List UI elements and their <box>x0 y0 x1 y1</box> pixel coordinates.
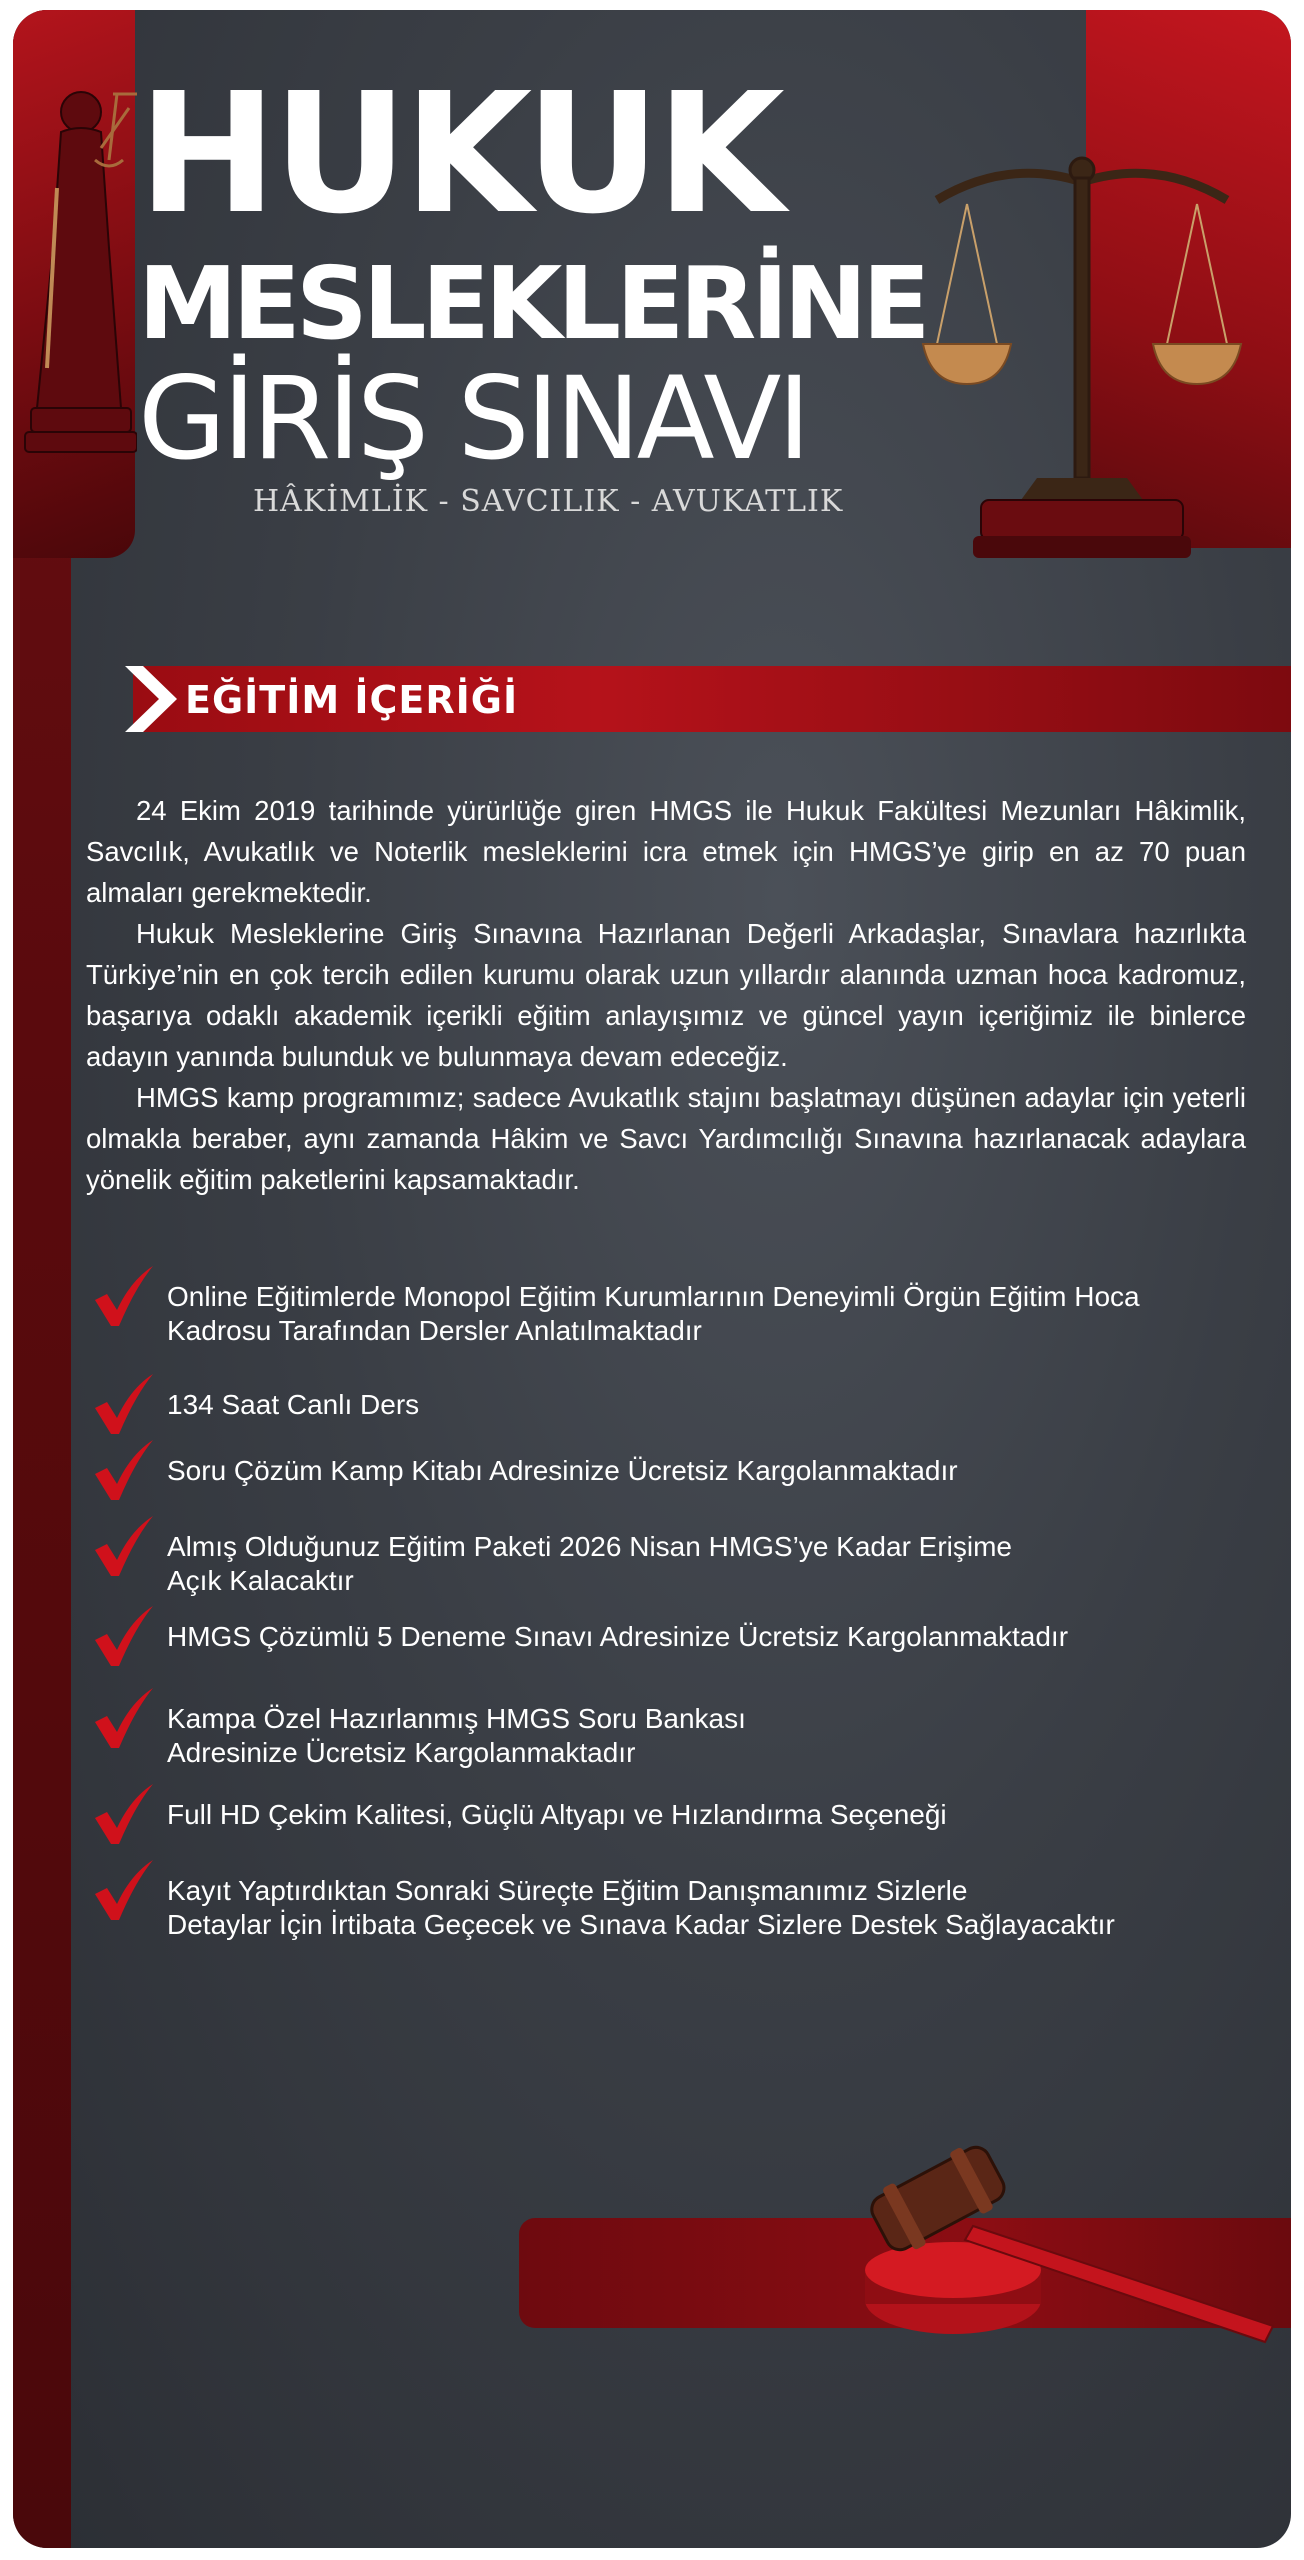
title-line-3: GİRİŞ SINAVI <box>138 352 807 485</box>
subtitle: HÂKİMLİK - SAVCILIK - AVUKATLIK <box>253 484 844 519</box>
feature-item <box>91 1798 1271 1848</box>
check-icon <box>91 1266 155 1330</box>
scales-icon <box>917 148 1247 568</box>
section-title: EĞİTİM İÇERİĞİ <box>185 678 519 722</box>
feature-text: HMGS Çözümlü 5 Deneme Sınavı Adresinize Ücretsiz Kargolanmaktadır <box>167 1621 1069 1652</box>
title-line-2: MESLEKLERİNE <box>138 245 926 362</box>
feature-text: Full HD Çekim Kalitesi, Güçlü Altyapı ve Hızlandırma Seçeneği <box>167 1799 947 1830</box>
feature-text: Almış Olduğunuz Eğitim Paketi 2026 Nisan HMGS’ye Kadar Erişime Açık Kalacaktır <box>167 1531 1013 1596</box>
intro-paragraph: HMGS kamp programımız; sadece Avukatlık stajını başlatmayı düşünen adaylar için yeterli olmakla beraber, aynı zamanda Hâkim ve Savcı Yardımcılığı Sınavına hazırlanacak adaylara yönelik eğitim paketlerini kapsamaktadır. <box>86 1082 1246 1195</box>
check-icon <box>91 1516 155 1580</box>
feature-item <box>91 1388 1271 1438</box>
gavel-icon <box>843 2130 1283 2350</box>
feature-text: Kampa Özel Hazırlanmış HMGS Soru Bankası Adresinize Ücretsiz Kargolanmaktadır <box>167 1703 746 1768</box>
feature-item <box>91 1702 1271 1770</box>
check-icon <box>91 1860 155 1924</box>
poster <box>13 10 1291 2548</box>
title-line-1: HUKUK <box>138 58 781 251</box>
feature-item <box>91 1874 1271 1942</box>
feature-item <box>91 1530 1271 1598</box>
chevron-right-icon <box>125 666 185 732</box>
feature-text: 134 Saat Canlı Ders <box>167 1389 420 1420</box>
feature-item <box>91 1620 1271 1670</box>
feature-text: Soru Çözüm Kamp Kitabı Adresinize Ücretsiz Kargolanmaktadır <box>167 1455 958 1486</box>
feature-item <box>91 1454 1271 1504</box>
check-icon <box>91 1606 155 1670</box>
check-icon <box>91 1374 155 1438</box>
check-icon <box>91 1440 155 1504</box>
intro-text <box>86 790 1246 1200</box>
lady-justice-icon <box>17 68 137 468</box>
feature-text: Online Eğitimlerde Monopol Eğitim Kurumlarının Deneyimli Örgün Eğitim Hoca Kadrosu Tarafından Dersler Anlatılmaktadır <box>167 1281 1140 1346</box>
intro-paragraph: Hukuk Mesleklerine Giriş Sınavına Hazırlanan Değerli Arkadaşlar, Sınavlara hazırlıkta Türkiye’nin en çok tercih edilen kurumu olarak uzun yıllardır alanında uzman hoca kadromuz, başarıya odaklı akademik içerikli eğitim anlayışımız ve güncel yayın içeriğimiz ile binlerce adayın yanında bulunduk ve bulunmaya devam edeceğiz. <box>86 918 1246 1072</box>
check-icon <box>91 1688 155 1752</box>
feature-text: Kayıt Yaptırdıktan Sonraki Süreçte Eğitim Danışmanımız Sizlerle Detaylar İçin İrtibata Geçecek ve Sınava Kadar Sizlere Destek Sağlayacaktır <box>167 1875 1115 1940</box>
feature-item <box>91 1280 1271 1348</box>
check-icon <box>91 1784 155 1848</box>
intro-paragraph: 24 Ekim 2019 tarihinde yürürlüğe giren HMGS ile Hukuk Fakültesi Mezunları Hâkimlik, Savcılık, Avukatlık ve Noterlik mesleklerini icra etmek için HMGS’ye girip en az 70 puan almaları gerekmektedir. <box>86 795 1246 908</box>
